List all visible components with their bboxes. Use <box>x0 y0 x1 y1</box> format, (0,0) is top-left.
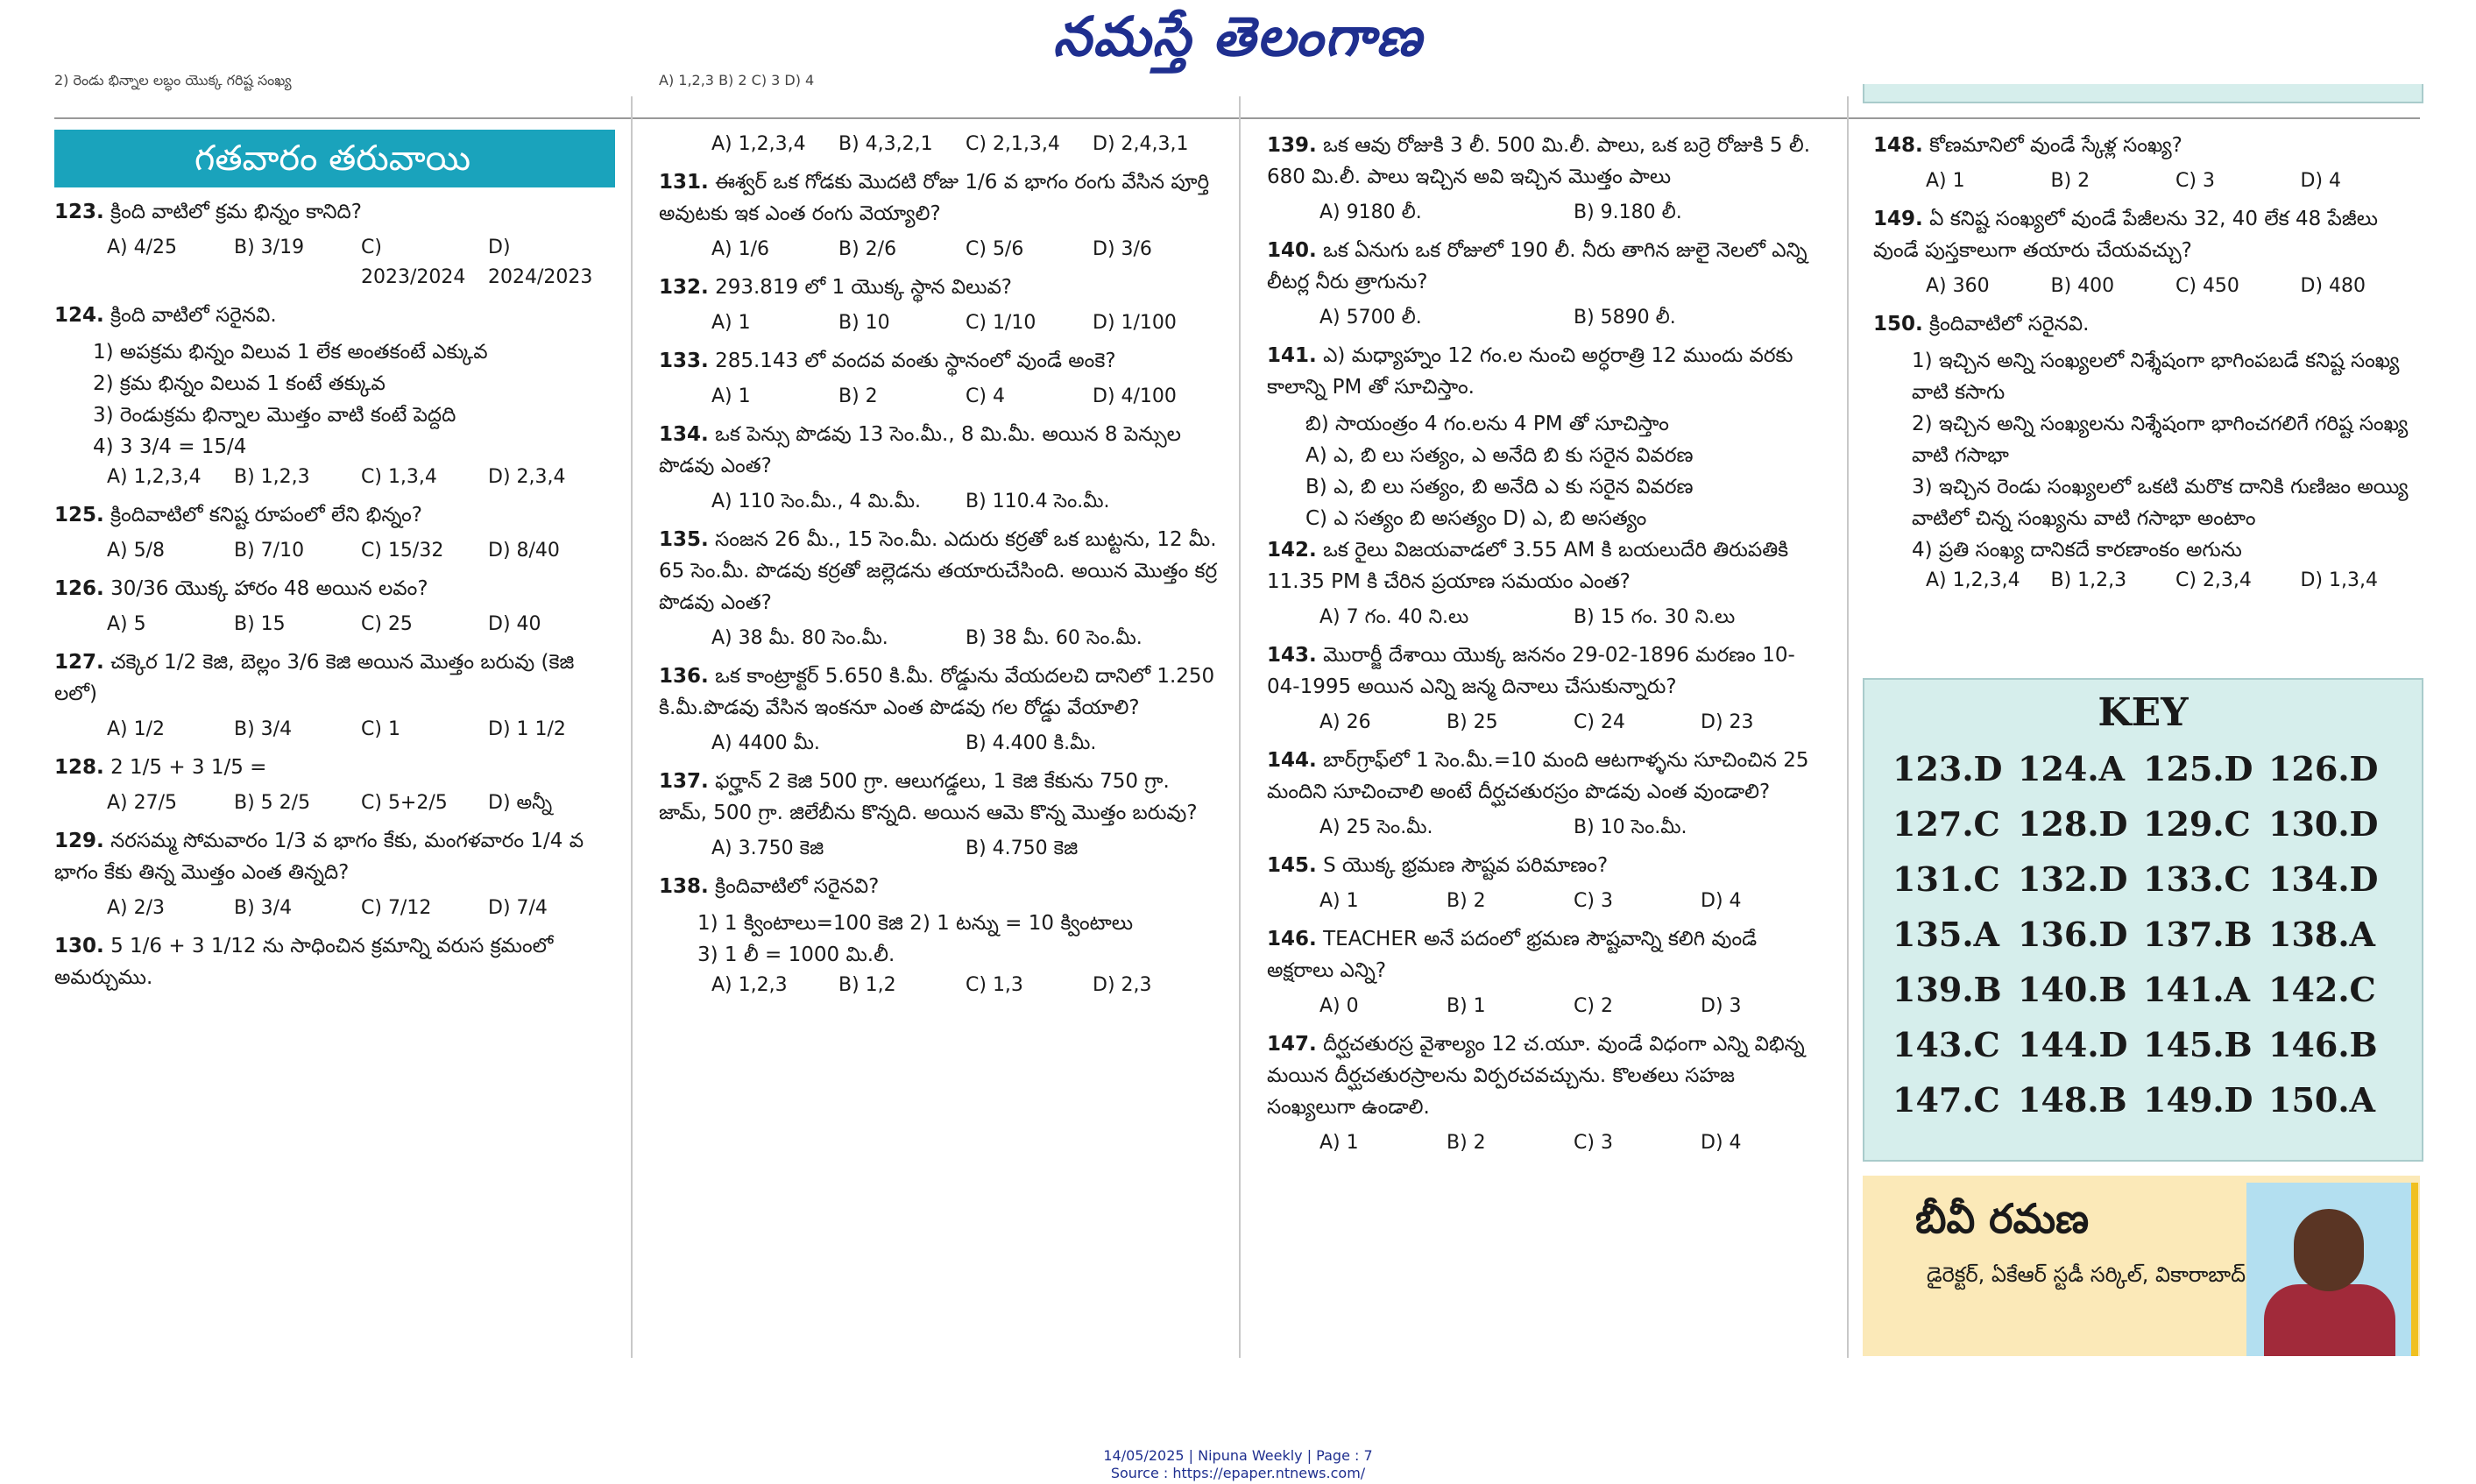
answer-key-box <box>1863 678 2423 1162</box>
answer-option: B) 9.180 లీ. <box>1574 201 1682 223</box>
answer-option: A) 1 <box>711 385 751 407</box>
answer-option: B) 25 <box>1447 711 1498 733</box>
answer-key-title: KEY <box>2098 690 2189 735</box>
question-options <box>659 834 1220 864</box>
answer-option: A) 2/3 <box>107 897 166 919</box>
answer-option: B) 5 2/5 <box>234 792 311 814</box>
answer-key-entry: 133.C <box>2143 859 2251 899</box>
masthead-title: నమస్తే తెలంగాణ <box>1052 4 1424 68</box>
answer-option: A) 1 <box>1319 1132 1359 1154</box>
question-block <box>54 647 615 710</box>
answer-option: B) 7/10 <box>234 540 305 562</box>
question-number: 147. <box>1267 1033 1317 1056</box>
answer-key-entry: 141.A <box>2143 970 2251 1009</box>
question-number: 136. <box>659 665 709 688</box>
answer-option: A) 25 సెం.మీ. <box>1319 816 1433 838</box>
answer-option: C) 4 <box>966 385 1005 407</box>
answer-option: C) 7/12 <box>361 897 432 919</box>
question-block <box>659 345 1220 377</box>
answer-key-entry: 147.C <box>1892 1080 2000 1120</box>
question-text: చక్కెర 1/2 కెజి, బెల్లం 3/6 కెజి అయిన మొత్తం బరువు (కెజి లలో) <box>54 651 575 705</box>
answer-option: A) 1,2,3 <box>711 974 788 996</box>
question-block <box>54 499 615 531</box>
answer-key-entry: 143.C <box>1892 1025 2000 1064</box>
question-options <box>659 729 1220 759</box>
question-options <box>659 487 1220 517</box>
answer-option: D) 4 <box>2300 170 2342 192</box>
answer-option: B) 1,2,3 <box>2050 569 2127 591</box>
question-options <box>659 308 1220 338</box>
question-options <box>1873 272 2425 301</box>
question-options <box>1267 887 1828 916</box>
answer-key-entry: 128.D <box>2018 804 2128 844</box>
answer-option: D) 480 <box>2300 275 2366 297</box>
question-number: 148. <box>1873 134 1923 157</box>
question-text: నరసమ్మ సోమవారం 1/3 వ భాగం కేకు, మంగళవారం 1/4 వ భాగం కేకు తిన్న మొత్తం ఎంత తిన్నది? <box>54 830 584 884</box>
question-options <box>54 715 615 745</box>
answer-option: C) 3 <box>2175 170 2215 192</box>
answer-option: B) 3/4 <box>234 718 293 740</box>
answer-key-entry: 139.B <box>1892 970 2002 1009</box>
answer-option: A) 1 <box>711 312 751 334</box>
question-number: 124. <box>54 304 104 327</box>
answer-option: D) 4/100 <box>1093 385 1177 407</box>
answer-key-entry: 136.D <box>2018 915 2128 954</box>
question-number: 144. <box>1267 749 1317 772</box>
answer-option: B) 2 <box>2050 170 2090 192</box>
question-number: 149. <box>1873 208 1923 230</box>
answer-option: D) 3 <box>1701 995 1742 1017</box>
answer-key-entry: 135.A <box>1892 915 2000 954</box>
answer-key-entry: 138.A <box>2268 915 2376 954</box>
footer-source-line: Source : https://epaper.ntnews.com/ <box>1110 1465 1366 1481</box>
question-statement: 1) 1 క్వింటాలు=100 కెజి 2) 1 టన్ను = 10 క్వింటాలు <box>697 912 1134 935</box>
question-number: 150. <box>1873 313 1923 336</box>
question-statement: 2) క్రమ భిన్నం విలువ 1 కంటే తక్కువ <box>93 372 386 395</box>
question-options <box>659 235 1220 265</box>
question-block <box>54 300 615 331</box>
answer-option: D) 4 <box>1701 890 1742 912</box>
answer-option: D) 7/4 <box>488 897 548 919</box>
question-text: 285.143 లో వందవ వంతు స్థానంలో వుండే అంకె? <box>715 350 1116 372</box>
answer-option: B) 10 సెం.మీ. <box>1574 816 1687 838</box>
answer-key-entry: 127.C <box>1892 804 2000 844</box>
question-block <box>54 752 615 783</box>
question-options <box>659 971 1220 1000</box>
question-options <box>54 788 615 818</box>
question-block <box>1267 923 1828 986</box>
answer-option: A) 110 సెం.మీ., 4 మి.మీ. <box>711 491 921 512</box>
answer-option: A) 7 గం. 40 ని.లు <box>1319 606 1469 628</box>
question-number: 128. <box>54 756 104 779</box>
question-number: 141. <box>1267 344 1317 367</box>
answer-option: A) 1,2,3,4 <box>107 466 202 488</box>
answer-option: C) 15/32 <box>361 540 444 562</box>
answer-option: A) 0 <box>1319 995 1359 1017</box>
question-number: 123. <box>54 201 104 223</box>
question-text: ఒక పెన్సు పొడవు 13 సెం.మీ., 8 మి.మీ. అయిన 8 పెన్సుల పొడవు ఎంత? <box>659 423 1181 477</box>
answer-option: B) 110.4 సెం.మీ. <box>966 491 1110 512</box>
question-block <box>1267 640 1828 703</box>
answer-key-entry: 148.B <box>2018 1080 2127 1120</box>
question-statement: బి) సాయంత్రం 4 గం.లను 4 PM తో సూచిస్తాం <box>1305 413 1669 435</box>
answer-option: C) 3 <box>1574 890 1613 912</box>
question-number: 137. <box>659 770 709 793</box>
answer-option: C) 2,1,3,4 <box>966 133 1060 155</box>
question-options <box>54 233 615 293</box>
answer-option: A) 1,2,3,4 <box>1926 569 2020 591</box>
question-text: TEACHER అనే పదంలో భ్రమణ సౌష్టవాన్ని కలిగి వుండే అక్షరాలు ఎన్ని? <box>1267 928 1758 982</box>
question-number: 130. <box>54 935 104 958</box>
answer-option: B) 400 <box>2050 275 2115 297</box>
answer-option: B) 5890 లీ. <box>1574 307 1676 329</box>
author-photo <box>2246 1183 2418 1356</box>
answer-option: D) 40 <box>488 613 541 635</box>
question-text: 5 1/6 + 3 1/12 ను సాధించిన క్రమాన్ని వరుస క్రమంలో అమర్చుము. <box>54 935 554 989</box>
question-options <box>54 463 615 492</box>
question-text: మొరార్జీ దేశాయి యొక్క జననం 29-02-1896 మరణం 10-04-1995 అయిన ఎన్ని జన్మ దినాలు చేసుకున్నారు? <box>1267 644 1795 698</box>
question-text: ఒక రైలు విజయవాడలో 3.55 AM కి బయలుదేరి తిరుపతికి 11.35 PM కి చేరిన ప్రయాణ సమయం ఎంత? <box>1267 539 1789 593</box>
question-text: దీర్ఘచతురస్ర వైశాల్యం 12 చ.యూ. వుండే విధంగా ఎన్ని విభిన్న మయిన దీర్ఘచతురస్రాలను విర్పరచవచ్చును. కొలతలు సహజ సంఖ్యలుగా ఉండాలి. <box>1267 1033 1805 1119</box>
author-role: డైరెక్టర్, ఏకేఆర్ స్టడీ సర్కిల్, వికారాబాద్ <box>1926 1262 2246 1287</box>
answer-key-entry: 149.D <box>2143 1080 2253 1120</box>
answer-key-grid <box>1864 735 2422 1134</box>
answer-option: B) 3/19 <box>234 237 305 258</box>
answer-option: D) అన్నీ <box>488 792 553 814</box>
answer-option: B) 2 <box>1447 1132 1486 1154</box>
answer-option: D) 2,3,4 <box>488 466 566 488</box>
question-options <box>659 624 1220 654</box>
answer-option: A) 9180 లీ. <box>1319 201 1422 223</box>
author-photo-body <box>2264 1284 2395 1356</box>
question-number: 146. <box>1267 928 1317 950</box>
answer-option: A) 1 <box>1926 170 1965 192</box>
answer-option: B) 4.750 కెజి <box>966 837 1079 859</box>
question-statement: B) ఎ, బి లు సత్యం, బి అనేది ఎ కు సరైన వివరణ <box>1305 476 1694 498</box>
question-number: 129. <box>54 830 104 852</box>
answer-option: B) 15 <box>234 613 286 635</box>
question-block <box>1267 340 1828 403</box>
answer-key-entry: 144.D <box>2018 1025 2128 1064</box>
question-text: S యొక్క భ్రమణ సౌష్టవ పరిమాణం? <box>1323 854 1609 877</box>
answer-option: C) 1 <box>361 718 400 740</box>
answer-option: A) 27/5 <box>107 792 178 814</box>
answer-option: D) 1 1/2 <box>488 718 566 740</box>
question-number: 131. <box>659 171 709 194</box>
question-options <box>1267 813 1828 843</box>
question-block <box>659 871 1220 902</box>
question-text: ఏ కనిష్ట సంఖ్యలో వుండే పేజీలను 32, 40 లేక 48 పేజీలు వుండే పుస్తకాలుగా తయారు చేయవచ్చు? <box>1873 208 2378 262</box>
question-block <box>659 166 1220 230</box>
answer-option: A) 5/8 <box>107 540 166 562</box>
answer-key-entry: 145.B <box>2143 1025 2253 1064</box>
question-block <box>659 272 1220 303</box>
author-box <box>1863 1176 2420 1356</box>
question-statement: 1) ఇచ్చిన అన్ని సంఖ్యలలో నిశ్శేషంగా భాగింపబడే కనిష్ట సంఖ్య వాటి కసాగు <box>1912 350 2400 404</box>
question-block <box>1267 1028 1828 1123</box>
question-text: కోణమానిలో వుండే స్కేళ్ల సంఖ్య? <box>1929 134 2182 157</box>
answer-option: A) 3.750 కెజి <box>711 837 824 859</box>
answer-option: D) 23 <box>1701 711 1754 733</box>
answer-option: D) 1/100 <box>1093 312 1177 334</box>
question-options <box>1873 166 2425 196</box>
answer-option: C) 25 <box>361 613 413 635</box>
question-block <box>54 196 615 228</box>
question-options <box>1267 303 1828 333</box>
answer-option: A) 360 <box>1926 275 1990 297</box>
answer-option: A) 4/25 <box>107 237 178 258</box>
question-number: 134. <box>659 423 709 446</box>
top-divider <box>54 117 2420 119</box>
answer-option: C) 450 <box>2175 275 2239 297</box>
question-statement: 3) ఇచ్చిన రెండు సంఖ్యలలో ఒకటి మరొక దానికి గుణిజం అయ్యి వాటిలో చిన్న సంఖ్యను వాటి గసాభా అంటాం <box>1912 476 2409 530</box>
answer-option: C) 1/10 <box>966 312 1036 334</box>
answer-option: B) 38 మీ. 60 సెం.మీ. <box>966 627 1142 649</box>
question-text: ఫర్హాన్ 2 కెజి 500 గ్రా. ఆలుగడ్డలు, 1 కెజి కేకును 750 గ్రా. జామ్, 500 గ్రా. జిలేబీను కొన్నది. అయిన ఆమె కొన్న మొత్తం బరువు? <box>659 770 1198 824</box>
question-number: 125. <box>54 504 104 526</box>
question-number: 133. <box>659 350 709 372</box>
answer-key-entry: 132.D <box>2018 859 2128 899</box>
answer-option: A) 38 మీ. 80 సెం.మీ. <box>711 627 888 649</box>
question-statement: A) ఎ, బి లు సత్యం, ఎ అనేది బి కు సరైన వివరణ <box>1305 444 1694 467</box>
answer-key-entry: 137.B <box>2143 915 2253 954</box>
answer-option: A) 1 <box>1319 890 1359 912</box>
author-photo-head <box>2294 1209 2364 1291</box>
answer-option: C) 24 <box>1574 711 1625 733</box>
question-text: క్రిందివాటిలో కనిష్ట రూపంలో లేని భిన్నం? <box>110 504 422 526</box>
question-text: సంజన 26 మీ., 15 సెం.మీ. ఎదురు కర్రతో ఒక బుట్టను, 12 మీ. 65 సెం.మీ. పొడవు కర్రతో జల్లెడను తయారుచేసింది. అయిన మొత్తం కర్ర పొడవు ఎంత? <box>659 528 1218 614</box>
question-block <box>1267 130 1828 193</box>
answer-option: A) 5 <box>107 613 146 635</box>
question-statement: 4) ప్రతి సంఖ్య దానికదే కారణాంకం అగును <box>1912 539 2242 562</box>
question-text: క్రింది వాటిలో సరైనవి. <box>110 304 277 327</box>
question-block <box>659 524 1220 618</box>
question-statement: 4) 3 3/4 = 15/4 <box>93 435 247 458</box>
question-text: ఎ) మధ్యాహ్నం 12 గం.ల నుంచి అర్ధరాత్రి 12 ముందు వరకు కాలాన్ని PM తో సూచిస్తాం. <box>1267 344 1793 399</box>
column-3 <box>1267 130 1828 1165</box>
question-text: క్రిందివాటిలో సరైనవి. <box>1929 313 2090 336</box>
question-block <box>1267 850 1828 881</box>
footer-date-line: 14/05/2025 | Nipuna Weekly | Page : 7 <box>1103 1447 1373 1464</box>
question-options <box>54 536 615 566</box>
answer-key-entry: 130.D <box>2268 804 2379 844</box>
answer-option: B) 2 <box>1447 890 1486 912</box>
question-text: క్రింది వాటిలో క్రమ భిన్నం కానిది? <box>110 201 362 223</box>
question-text: ఒక కాంట్రాక్టర్ 5.650 కి.మీ. రోడ్డును వేయదలచి దానిలో 1.250 కి.మీ.పొడవు వేసిన ఇంకనూ ఎంత పొడవు గల రోడ్డు వేయాలి? <box>659 665 1215 719</box>
question-block <box>1873 203 2425 266</box>
answer-key-entry: 134.D <box>2268 859 2379 899</box>
question-options <box>659 130 1220 159</box>
question-block <box>54 825 615 888</box>
column-divider <box>631 96 633 1358</box>
answer-option: B) 1,2,3 <box>234 466 310 488</box>
question-number: 142. <box>1267 539 1317 562</box>
question-options <box>1267 708 1828 738</box>
question-number: 139. <box>1267 134 1317 157</box>
answer-key-entry: 131.C <box>1892 859 2000 899</box>
question-block <box>1873 130 2425 161</box>
answer-option: A) 1/6 <box>711 238 770 260</box>
answer-option: D) 2,3 <box>1093 974 1152 996</box>
answer-option: D) 2,4,3,1 <box>1093 133 1189 155</box>
question-options <box>659 382 1220 412</box>
question-statement: 3) రెండుక్రమ భిన్నాల మొత్తం వాటి కంటే పెద్దది <box>93 404 456 427</box>
answer-option: C) 5+2/5 <box>361 792 448 814</box>
answer-option: C) 2,3,4 <box>2175 569 2252 591</box>
column-2 <box>659 130 1220 1007</box>
question-block <box>54 930 615 993</box>
question-options <box>1267 198 1828 228</box>
answer-option: A) 5700 లీ. <box>1319 307 1422 329</box>
question-block <box>659 766 1220 829</box>
question-text: క్రిందివాటిలో సరైనవి? <box>715 875 880 898</box>
question-block <box>659 419 1220 482</box>
answer-option: B) 3/4 <box>234 897 293 919</box>
answer-option: B) 2/6 <box>838 238 897 260</box>
column-divider <box>1239 96 1241 1358</box>
question-block <box>54 573 615 604</box>
column-divider <box>1847 96 1849 1358</box>
answer-option: B) 1,2 <box>838 974 896 996</box>
newspaper-masthead <box>0 0 2476 79</box>
answer-option: C) 3 <box>1574 1132 1613 1154</box>
answer-option: D) 4 <box>1701 1132 1742 1154</box>
answer-option: A) 4400 మీ. <box>711 732 820 754</box>
question-text: 2 1/5 + 3 1/5 = <box>110 756 267 779</box>
answer-option: D) 3/6 <box>1093 238 1152 260</box>
answer-option: C) 2023/2024 <box>361 237 466 288</box>
question-text: ఈశ్వర్ ఒక గోడకు మొదటి రోజు 1/6 వ భాగం రంగు వేసిన పూర్తి అవుటకు ఇక ఎంత రంగు వెయ్యాలి? <box>659 171 1210 225</box>
top-strip-middle: A) 1,2,3 B) 2 C) 3 D) 4 <box>659 72 815 88</box>
question-number: 138. <box>659 875 709 898</box>
question-text: ఒక ఆవు రోజుకి 3 లీ. 500 మి.లీ. పాలు, ఒక బర్రె రోజుకి 5 లీ. 680 మి.లీ. పాలు ఇచ్చిన అవి ఇచ్చిన మొత్తం పాలు <box>1267 134 1811 188</box>
column-4 <box>1873 130 2425 603</box>
question-options <box>1267 1128 1828 1158</box>
question-statement: C) ఎ సత్యం బి అసత్యం D) ఎ, బి అసత్యం <box>1305 507 1647 530</box>
question-text: 30/36 యొక్క హారం 48 అయిన లవం? <box>110 577 428 600</box>
answer-option: C) 5/6 <box>966 238 1024 260</box>
question-options <box>1873 566 2425 596</box>
answer-option: C) 1,3 <box>966 974 1023 996</box>
question-block <box>1267 534 1828 597</box>
answer-option: A) 1,2,3,4 <box>711 133 806 155</box>
answer-option: A) 1/2 <box>107 718 166 740</box>
answer-key-entry: 124.A <box>2018 749 2126 788</box>
answer-option: D) 1,3,4 <box>2300 569 2378 591</box>
column-1 <box>54 130 615 999</box>
question-block <box>1267 745 1828 808</box>
question-number: 132. <box>659 276 709 299</box>
question-number: 140. <box>1267 239 1317 262</box>
answer-key-entry: 125.D <box>2143 749 2253 788</box>
question-text: బార్‌గ్రాఫ్‌లో 1 సెం.మీ.=10 మంది ఆటగాళ్ళను సూచించిన 25 మందిని సూచించాలి అంటే దీర్ఘచతురస్రం పొడవు ఎంత వుండాలి? <box>1267 749 1809 803</box>
question-number: 135. <box>659 528 709 551</box>
question-block <box>1873 308 2425 340</box>
question-number: 145. <box>1267 854 1317 877</box>
question-number: 126. <box>54 577 104 600</box>
answer-key-entry: 140.B <box>2018 970 2127 1009</box>
answer-option: D) 2024/2023 <box>488 237 593 288</box>
answer-key-entry: 126.D <box>2268 749 2379 788</box>
question-text: 293.819 లో 1 యొక్క స్థాన విలువ? <box>715 276 1013 299</box>
answer-option: D) 8/40 <box>488 540 560 562</box>
answer-option: B) 1 <box>1447 995 1486 1017</box>
answer-option: B) 10 <box>838 312 890 334</box>
answer-key-entry: 123.D <box>1892 749 2003 788</box>
answer-option: B) 2 <box>838 385 878 407</box>
question-number: 127. <box>54 651 104 674</box>
answer-option: C) 1,3,4 <box>361 466 437 488</box>
answer-option: B) 15 గం. 30 ని.లు <box>1574 606 1736 628</box>
answer-key-entry: 150.A <box>2268 1080 2376 1120</box>
answer-option: C) 2 <box>1574 995 1613 1017</box>
question-block <box>659 661 1220 724</box>
answer-key-entry: 146.B <box>2268 1025 2378 1064</box>
question-options <box>1267 992 1828 1021</box>
answer-key-entry: 142.C <box>2268 970 2376 1009</box>
answer-option: A) 26 <box>1319 711 1371 733</box>
question-block <box>1267 235 1828 298</box>
page-footer <box>0 1447 2476 1482</box>
top-right-box <box>1863 84 2423 103</box>
section-heading: గతవారం తరువాయి <box>54 130 615 187</box>
question-number: 143. <box>1267 644 1317 667</box>
answer-option: B) 4,3,2,1 <box>838 133 933 155</box>
question-options <box>54 894 615 923</box>
question-options <box>54 610 615 640</box>
author-name: బీవీ రమణ <box>1915 1195 2090 1242</box>
question-statement: 1) అపక్రమ భిన్నం విలువ 1 లేక అంతకంటే ఎక్కువ <box>93 341 488 364</box>
top-strip-left: 2) రెండు భిన్నాల లబ్ధం యొక్క గరిష్ట సంఖ్య <box>54 72 292 88</box>
question-statement: 3) 1 లీ = 1000 మి.లీ. <box>697 943 895 966</box>
answer-option: B) 4.400 కి.మీ. <box>966 732 1097 754</box>
answer-key-entry: 129.C <box>2143 804 2251 844</box>
question-statement: 2) ఇచ్చిన అన్ని సంఖ్యలను నిశ్శేషంగా భాగించగలిగే గరిష్ట సంఖ్య వాటి గసాభా <box>1912 413 2409 467</box>
question-text: ఒక ఏనుగు ఒక రోజులో 190 లీ. నీరు తాగిన జులై నెలలో ఎన్ని లీటర్ల నీరు త్రాగును? <box>1267 239 1807 293</box>
question-options <box>1267 603 1828 632</box>
